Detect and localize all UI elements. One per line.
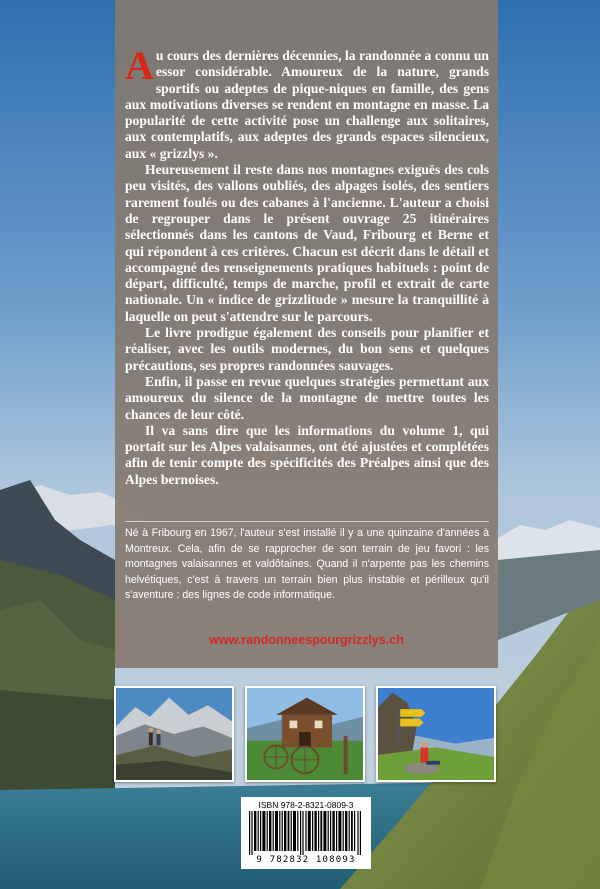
barcode-digits: 9 782832 108093	[256, 855, 356, 865]
drop-cap: A	[125, 43, 154, 88]
description-paragraph-3: Le livre prodigue également des conseils pour planifier et réaliser, avec les outils modernes, du bon sens et quelques précautions, ses propres randonnées sauvages.	[125, 325, 489, 373]
isbn-barcode	[241, 797, 371, 869]
barcode-bars-icon	[249, 811, 363, 855]
website-link[interactable]: www.randonneespourgrizzlys.ch	[209, 633, 404, 647]
description-paragraph-1	[125, 43, 489, 162]
book-description	[125, 43, 489, 488]
description-paragraph-4: Enfin, il passe en revue quelques stratégies permettant aux amoureux du silence de la montagne de mettre toutes les chances de leur côté.	[125, 373, 489, 422]
hikers-mountain-view-photo	[114, 686, 234, 782]
author-bio-text: Né à Fribourg en 1967, l'auteur s'est installé il y a une quinzaine d'années à Montreux. Cela, afin de se rapprocher de son terrain de jeu favori : les montagnes valaisannes et valdôtaines. Quand il n'arpente pas les chemins helvétiques, c'est à travers un terrain bien plus instable et périlleux qu'il s'aventure : des lignes de code informatique.	[125, 527, 489, 602]
section-divider	[125, 521, 489, 522]
description-paragraph-2: Heureusement il reste dans nos montagnes exiguës des cols peu visités, des vallons oubliés, des alpages isolés, des sentiers rarement foulés ou des cabanes à l'ancienne. L'auteur a choisi de regrouper dans le présent ouvrage 25 itinéraires sélectionnés dans les cantons de Vaud, Fribourg et Berne et qui répondent à ces critères. Chacun est décrit dans le détail et accompagné des renseignements pratiques habituels : point de départ, difficulté, temps de marche, profil et extrait de carte nationale. Un « indice de grizzlitude » mesure la tranquillité à laquelle on peut s'attendre sur le parcours.	[125, 162, 489, 324]
paragraph-1-text: u cours des dernières décennies, la randonnée a connu un essor considérable. Amoureux de la nature, grands sportifs ou adeptes de pique-niques en famille, des gens aux motivations diverses se rendent en montagne en masse. La popularité de cette activité pose un challenge aux solitaires, aux contemplatifs, aux adeptes des grands espaces silencieux, aux « grizzlys ».	[125, 48, 489, 161]
description-paragraph-5: Il va sans dire que les informations du volume 1, qui portait sur les Alpes valaisannes, ont été ajustées et complétées afin de tenir compte des spécificités des Préalpes ainsi que des Alpes bernoises.	[125, 422, 489, 487]
chalet-wagon-wheels-photo	[245, 686, 365, 782]
signpost-hiker-resting-photo	[376, 686, 496, 782]
isbn-label: ISBN 978-2-8321-0809-3	[258, 800, 354, 810]
author-bio	[125, 526, 489, 604]
